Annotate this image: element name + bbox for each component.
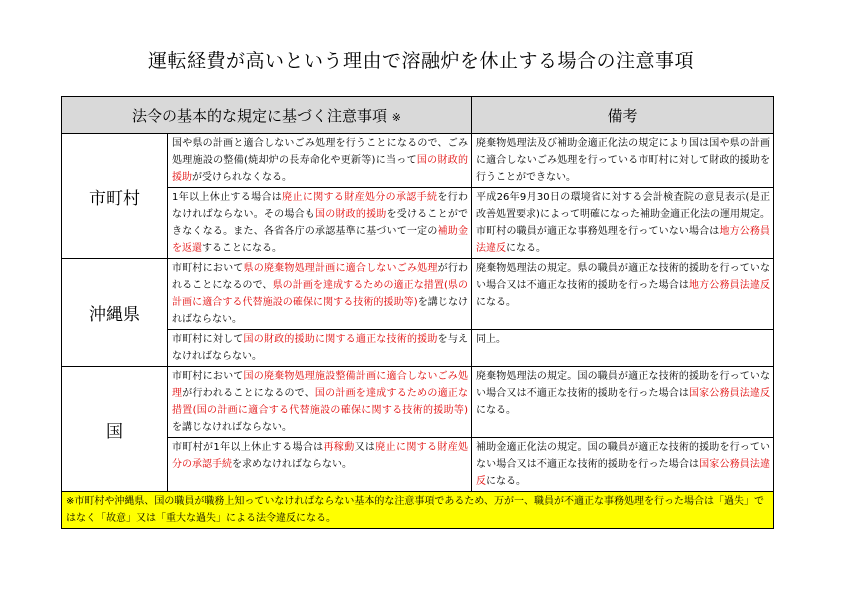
highlight-text: 国家公務員法違反 — [689, 388, 771, 399]
rule-cell — [168, 367, 472, 438]
footnote-row — [62, 492, 774, 529]
highlight-text: 国の廃棄物処理施設整備計画に適合しないごみ処理 — [172, 371, 469, 399]
note-cell — [472, 367, 774, 438]
rule-cell — [168, 259, 472, 330]
highlight-text: 廃止に関する財産処分の承認手続 — [282, 192, 438, 203]
note-cell — [472, 330, 774, 367]
body-text: 平成26年9月30日の環境省に対する会計検査院の意見表示(是正改善処置要求)によって明確になった補助金適正化法の運用規定。市町村の職員が適正な事務処理を行っていない場合は — [476, 192, 771, 237]
body-text: 市町村において — [172, 263, 244, 274]
body-text: を求めなければならない。 — [232, 459, 352, 470]
body-text: 廃棄物処理法の規定。国の職員が適正な技術的援助を行っていない場合又は不適正な技術的援助を行った場合は — [476, 371, 771, 399]
rule-cell — [168, 134, 472, 188]
header-remarks: 備考 — [472, 97, 774, 134]
precautions-table — [61, 96, 774, 529]
body-text: 廃棄物処理法及び補助金適正化法の規定により国は国や県の計画に適合しないごみ処理を行っている市町村に対して財政的援助を行うことができない。 — [476, 138, 771, 183]
highlight-text: 廃止に関する財産処分の承認手続 — [172, 442, 469, 470]
note-cell — [472, 259, 774, 330]
body-text: を講じなければならない。 — [172, 297, 469, 325]
body-text: 市町村が1年以上休止する場合は — [172, 442, 324, 453]
highlight-text: 国の計画を達成するための適正な措置(国の計画に適合する代替施設の確保に関する技術的援助等) — [172, 388, 469, 416]
body-text: することになる。 — [202, 243, 282, 254]
highlight-text: 国家公務員法違反 — [476, 459, 771, 487]
highlight-text: 再稼動 — [323, 442, 355, 453]
body-text: が受けられなくなる。 — [192, 172, 292, 183]
body-text: を講じなければならない。 — [172, 422, 292, 433]
highlight-text: 地方公務員法違反 — [689, 280, 771, 291]
header-rules-label: 法令の基本的な規定に基づく注意事項 — [132, 106, 388, 125]
highlight-text: 国の財政的援助 — [315, 209, 387, 220]
footnote: ※市町村や沖縄県、国の職員が職務上知っていなければならない基本的な注意事項であるため、万が一、職員が不適正な事務処理を行った場合は「過失」ではなく「故意」又は「重大な過失」による法令違反になる。 — [62, 492, 774, 529]
note-cell — [472, 134, 774, 188]
body-text: 1年以上休止する場合は — [172, 192, 283, 203]
note-cell — [472, 438, 774, 492]
page-title: 運転経費が高いという理由で溶融炉を休止する場合の注意事項 — [147, 50, 694, 72]
body-text: になる。 — [476, 405, 517, 416]
region-okinawa: 沖縄県 — [62, 259, 168, 367]
table-row — [62, 330, 774, 367]
highlight-text: 地方公務員法違反 — [476, 226, 771, 254]
highlight-text: 県の計画を達成するための適正な措置(県の計画に適合する代替施設の確保に関する技術的援助等) — [172, 280, 468, 308]
body-text: 廃棄物処理法の規定。県の職員が適正な技術的援助を行っていない場合又は不適正な技術的援助を行った場合は — [476, 263, 771, 291]
table-row — [62, 188, 774, 259]
body-text: を与えなければならない。 — [172, 334, 469, 362]
body-text: になる。 — [476, 297, 517, 308]
body-text: 補助金適正化法の規定。国の職員が適正な技術的援助を行っていない場合又は不適正な技術的援助を行った場合は — [476, 442, 771, 470]
note-cell — [472, 188, 774, 259]
rule-cell — [168, 438, 472, 492]
table-row — [62, 367, 774, 438]
body-text: を受けることができなくなる。また、各省各庁の承認基準に基づいて一定の — [172, 209, 469, 237]
table-header-row — [62, 97, 774, 134]
body-text: になる。 — [486, 476, 527, 487]
highlight-text: 国の財政的援助に関する適正な技術的援助 — [243, 334, 438, 345]
header-rules-mark: ※ — [391, 110, 402, 124]
body-text: 同上。 — [476, 334, 507, 345]
highlight-text: 補助金を返還 — [172, 226, 469, 254]
body-text: 国や県の計画と適合しないごみ処理を行うことになるので、ごみ処理施設の整備(焼却炉の長寿命化や更新等)に当って — [172, 138, 469, 166]
table-row — [62, 134, 774, 188]
rule-cell — [168, 330, 472, 367]
body-text: を行わなければならない。その場合も — [172, 192, 469, 220]
body-text: 市町村において — [172, 371, 244, 382]
highlight-text: 県の廃棄物処理計画に適合しないごみ処理 — [243, 263, 438, 274]
body-text: 市町村に対して — [172, 334, 244, 345]
body-text: が行われることになるので、 — [182, 388, 315, 399]
table-row — [62, 438, 774, 492]
body-text: 又は — [354, 442, 376, 453]
region-municipality: 市町村 — [62, 134, 168, 259]
rule-cell — [168, 188, 472, 259]
body-text: が行われることになるので、 — [172, 263, 469, 291]
region-national: 国 — [62, 367, 168, 492]
highlight-text: 国の財政的援助 — [172, 155, 469, 183]
table-row — [62, 259, 774, 330]
body-text: になる。 — [506, 243, 547, 254]
header-rules — [62, 97, 472, 134]
